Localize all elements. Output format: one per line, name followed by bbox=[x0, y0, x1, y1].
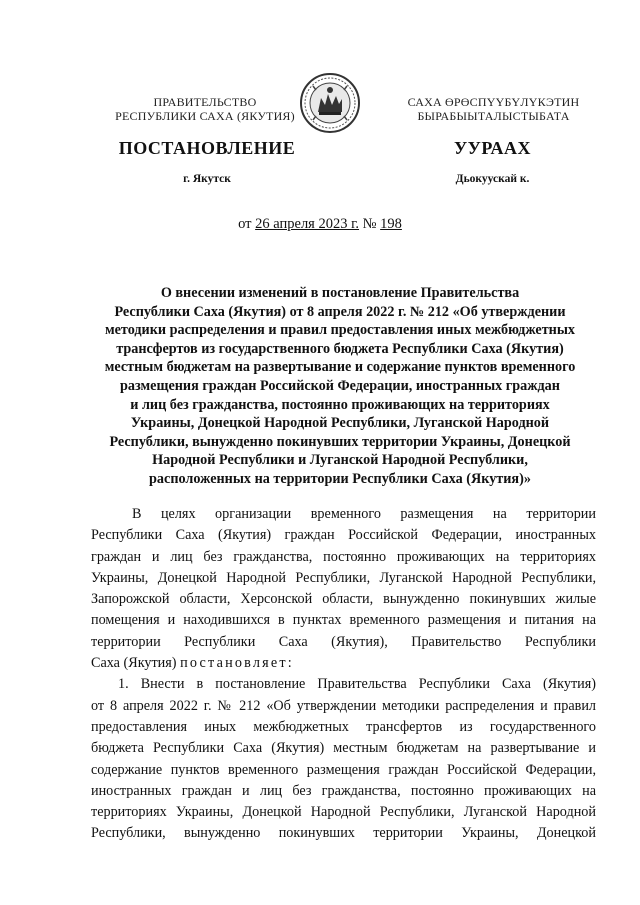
subject-line: расположенных на территории Республики Саха (Якутия)» bbox=[149, 470, 531, 487]
body-line-prefix: Саха (Якутия) bbox=[91, 655, 181, 672]
body-line: Украины, Донецкой Народной Республики, Луганской Народной Республики, bbox=[91, 569, 596, 586]
document-number: 198 bbox=[380, 216, 402, 232]
subject-line: и лиц без гражданства, постоянно проживающих на территориях bbox=[130, 396, 550, 413]
subject-line: методики распределения и правил предоставления иных межбюджетных bbox=[104, 322, 576, 339]
document-type-russian: ПОСТАНОВЛЕНИЕ bbox=[118, 138, 296, 158]
subject-line: размещения граждан Российской Федерации, иностранных граждан bbox=[120, 377, 560, 394]
body-line: граждан и лиц без гражданства, постоянно проживающих на территориях bbox=[91, 548, 596, 565]
body-line: помещения и находившихся в пунктах временного размещения и питания на bbox=[91, 612, 596, 629]
document-date-number bbox=[0, 216, 640, 233]
subject-line: трансфертов из государственного бюджета Республики Саха (Якутия) bbox=[116, 340, 564, 357]
body-line: территориях Украины, Донецкой Народной Республики, Луганской Народной bbox=[91, 804, 596, 821]
body-line: 1. Внести в постановление Правительства Республики Саха (Якутия) bbox=[118, 676, 596, 693]
body-line: предоставления иных межбюджетных трансфертов из государственного bbox=[91, 718, 596, 735]
body-line: Запорожской области, Херсонской области, вынужденно покинувших жилые bbox=[91, 591, 596, 608]
sakha-coat-of-arms-icon bbox=[299, 72, 361, 134]
body-line-resolution bbox=[91, 653, 596, 674]
number-sign: № bbox=[362, 216, 377, 232]
subject-line: Украины, Донецкой Народной Республики, Луганской Народной bbox=[130, 415, 550, 432]
body-line: Республики, вынужденно покинувших территории Украины, Донецкой bbox=[91, 825, 596, 842]
body-line: от 8 апреля 2022 г. № 212 «Об утверждении методики распределения и правил bbox=[91, 697, 596, 714]
subject-line: местным бюджетам на развертывание и содержание пунктов временного bbox=[104, 359, 576, 376]
subject-line: Народной Республики и Луганской Народной Республики, bbox=[152, 452, 528, 469]
body-line: территории Республики Саха (Якутия), Правительство Республики bbox=[91, 633, 596, 650]
body-line: бюджета Республики Саха (Якутия) местным бюджетам на развертывание и bbox=[91, 740, 596, 757]
date-prefix: от bbox=[238, 216, 252, 232]
body-line: иностранных граждан и лиц без гражданства, постоянно проживающих на bbox=[91, 782, 596, 799]
issuer-name-russian bbox=[90, 95, 320, 123]
body-line: В целях организации временного размещения на территории bbox=[132, 506, 596, 522]
body-line: содержание пунктов временного размещения граждан Российской Федерации, bbox=[91, 761, 596, 778]
document-body bbox=[91, 504, 596, 845]
issuer-name-sakha bbox=[381, 95, 606, 123]
date-value: 26 апреля 2023 г. bbox=[255, 216, 360, 232]
issuer-sakha-line-2: БЫРАБЫЫТАЛЫСТЫБАТА bbox=[417, 109, 570, 123]
document-type-sakha: УУРААХ bbox=[453, 138, 532, 158]
resolves-phrase: постановляет: bbox=[180, 655, 294, 672]
issuer-line-1: ПРАВИТЕЛЬСТВО bbox=[153, 95, 257, 109]
subject-line: О внесении изменений в постановление Правительства bbox=[160, 285, 520, 301]
issuer-line-2: РЕСПУБЛИКИ САХА (ЯКУТИЯ) bbox=[115, 109, 295, 123]
subject-line: Республики, вынужденно покинувших территории Украины, Донецкой bbox=[109, 433, 571, 450]
document-subject bbox=[90, 284, 590, 489]
issuer-sakha-line-1: САХА ӨРӨСПҮҮБҮЛҮКЭТИН bbox=[407, 95, 580, 109]
subject-line: Республики Саха (Якутия) от 8 апреля 2022 г. № 212 «Об утверждении bbox=[114, 303, 566, 320]
body-line: Республики Саха (Якутия) граждан Российской Федерации, иностранных bbox=[91, 527, 596, 544]
city-russian: г. Якутск bbox=[183, 173, 231, 185]
city-sakha: Дьокуускай к. bbox=[455, 173, 530, 185]
